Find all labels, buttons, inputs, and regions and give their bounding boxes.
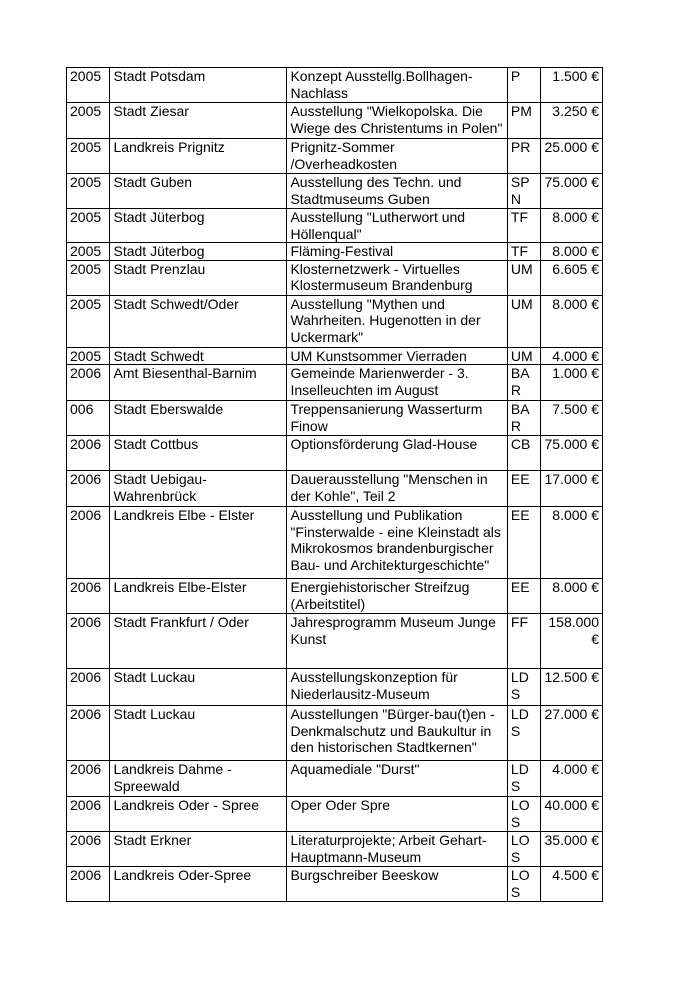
region-cell: TF (507, 243, 540, 261)
year-cell: 2005 (67, 209, 110, 243)
table-row (67, 209, 603, 243)
amount-cell: 27.000 € (541, 706, 603, 761)
recipient-cell: Stadt Potsdam (110, 68, 287, 103)
project-cell: Ausstellung "Wielkopolska. Die Wiege des Christentums in Polen" (287, 103, 507, 139)
project-cell: Aquamediale "Durst" (287, 761, 507, 797)
recipient-cell: Landkreis Oder - Spree (110, 797, 287, 832)
table-row (67, 243, 603, 261)
table-row (67, 401, 603, 436)
project-cell: Oper Oder Spre (287, 797, 507, 832)
project-cell: Konzept Ausstellg.Bollhagen-Nachlass (287, 68, 507, 103)
year-cell: 2006 (67, 471, 110, 507)
region-cell: LOS (507, 832, 540, 867)
amount-cell: 3.250 € (541, 103, 603, 139)
project-cell: Ausstellungen "Bürger-bau(t)en - Denkmalschutz und Baukultur in den historischen Stadtkernen" (287, 706, 507, 761)
region-cell: UM (507, 347, 540, 365)
project-cell: Ausstellung "Mythen und Wahrheiten. Hugenotten in der Uckermark" (287, 295, 507, 347)
region-cell: EE (507, 507, 540, 579)
table-row (67, 139, 603, 174)
region-cell: BAR (507, 401, 540, 436)
region-cell: LOS (507, 797, 540, 832)
recipient-cell: Landkreis Elbe-Elster (110, 579, 287, 614)
region-cell: CB (507, 436, 540, 471)
year-cell: 2005 (67, 68, 110, 103)
recipient-cell: Landkreis Prignitz (110, 139, 287, 174)
project-cell: Ausstellung und Publikation "Finsterwalde - eine Kleinstadt als Mikrokosmos brandenburgischer Bau- und Architekturgeschichte" (287, 507, 507, 579)
recipient-cell: Landkreis Dahme - Spreewald (110, 761, 287, 797)
year-cell: 2005 (67, 260, 110, 295)
year-cell: 006 (67, 401, 110, 436)
recipient-cell: Stadt Jüterbog (110, 209, 287, 243)
region-cell: LDS (507, 761, 540, 797)
table-row (67, 260, 603, 295)
project-cell: UM Kunstsommer Vierraden (287, 347, 507, 365)
table-row (67, 614, 603, 669)
project-cell: Ausstellung "Lutherwort und Höllenqual" (287, 209, 507, 243)
amount-cell: 158.000 € (541, 614, 603, 669)
amount-cell: 4.500 € (541, 867, 603, 902)
region-cell: PM (507, 103, 540, 139)
table-row (67, 103, 603, 139)
recipient-cell: Amt Biesenthal-Barnim (110, 365, 287, 401)
recipient-cell: Stadt Schwedt/Oder (110, 295, 287, 347)
funding-table-body (67, 68, 603, 902)
amount-cell: 8.000 € (541, 243, 603, 261)
recipient-cell: Stadt Ziesar (110, 103, 287, 139)
project-cell: Gemeinde Marienwerder - 3. Inselleuchten im August (287, 365, 507, 401)
year-cell: 2006 (67, 436, 110, 471)
project-cell: Fläming-Festival (287, 243, 507, 261)
recipient-cell: Stadt Eberswalde (110, 401, 287, 436)
region-cell: TF (507, 209, 540, 243)
recipient-cell: Stadt Luckau (110, 669, 287, 706)
recipient-cell: Stadt Schwedt (110, 347, 287, 365)
table-row (67, 295, 603, 347)
amount-cell: 4.000 € (541, 761, 603, 797)
table-row (67, 174, 603, 209)
amount-cell: 4.000 € (541, 347, 603, 365)
project-cell: Treppensanierung Wasserturm Finow (287, 401, 507, 436)
project-cell: Energiehistorischer Streifzug (Arbeitstitel) (287, 579, 507, 614)
amount-cell: 1.000 € (541, 365, 603, 401)
recipient-cell: Stadt Luckau (110, 706, 287, 761)
amount-cell: 7.500 € (541, 401, 603, 436)
project-cell: Ausstellung des Techn. und Stadtmuseums Guben (287, 174, 507, 209)
year-cell: 2005 (67, 347, 110, 365)
region-cell: LDS (507, 706, 540, 761)
year-cell: 2005 (67, 139, 110, 174)
project-cell: Literaturprojekte; Arbeit Gehart-Hauptmann-Museum (287, 832, 507, 867)
project-cell: Ausstellungskonzeption für Niederlausitz-Museum (287, 669, 507, 706)
region-cell: BAR (507, 365, 540, 401)
amount-cell: 8.000 € (541, 209, 603, 243)
year-cell: 2006 (67, 797, 110, 832)
year-cell: 2006 (67, 365, 110, 401)
table-row (67, 436, 603, 471)
amount-cell: 25.000 € (541, 139, 603, 174)
amount-cell: 75.000 € (541, 174, 603, 209)
region-cell: LDS (507, 669, 540, 706)
table-row (67, 365, 603, 401)
table-row (67, 471, 603, 507)
amount-cell: 40.000 € (541, 797, 603, 832)
year-cell: 2006 (67, 507, 110, 579)
table-row (67, 867, 603, 902)
recipient-cell: Landkreis Oder-Spree (110, 867, 287, 902)
recipient-cell: Stadt Cottbus (110, 436, 287, 471)
table-row (67, 797, 603, 832)
region-cell: SPN (507, 174, 540, 209)
amount-cell: 35.000 € (541, 832, 603, 867)
recipient-cell: Stadt Guben (110, 174, 287, 209)
table-row (67, 579, 603, 614)
year-cell: 2005 (67, 103, 110, 139)
recipient-cell: Stadt Frankfurt / Oder (110, 614, 287, 669)
table-row (67, 706, 603, 761)
project-cell: Dauerausstellung "Menschen in der Kohle", Teil 2 (287, 471, 507, 507)
table-row (67, 347, 603, 365)
table-row (67, 68, 603, 103)
region-cell: UM (507, 295, 540, 347)
table-row (67, 669, 603, 706)
year-cell: 2005 (67, 295, 110, 347)
recipient-cell: Landkreis Elbe - Elster (110, 507, 287, 579)
table-row (67, 832, 603, 867)
year-cell: 2006 (67, 706, 110, 761)
year-cell: 2005 (67, 174, 110, 209)
project-cell: Optionsförderung Glad-House (287, 436, 507, 471)
recipient-cell: Stadt Prenzlau (110, 260, 287, 295)
year-cell: 2006 (67, 832, 110, 867)
amount-cell: 8.000 € (541, 295, 603, 347)
amount-cell: 17.000 € (541, 471, 603, 507)
region-cell: EE (507, 471, 540, 507)
recipient-cell: Stadt Erkner (110, 832, 287, 867)
region-cell: LOS (507, 867, 540, 902)
year-cell: 2006 (67, 579, 110, 614)
funding-table (66, 67, 603, 902)
amount-cell: 12.500 € (541, 669, 603, 706)
region-cell: P (507, 68, 540, 103)
year-cell: 2006 (67, 761, 110, 797)
amount-cell: 8.000 € (541, 579, 603, 614)
project-cell: Jahresprogramm Museum Junge Kunst (287, 614, 507, 669)
year-cell: 2005 (67, 243, 110, 261)
amount-cell: 8.000 € (541, 507, 603, 579)
region-cell: EE (507, 579, 540, 614)
year-cell: 2006 (67, 614, 110, 669)
amount-cell: 75.000 € (541, 436, 603, 471)
amount-cell: 6.605 € (541, 260, 603, 295)
region-cell: FF (507, 614, 540, 669)
year-cell: 2006 (67, 867, 110, 902)
recipient-cell: Stadt Uebigau-Wahrenbrück (110, 471, 287, 507)
table-row (67, 761, 603, 797)
region-cell: UM (507, 260, 540, 295)
amount-cell: 1.500 € (541, 68, 603, 103)
project-cell: Klosternetzwerk - Virtuelles Klostermuseum Brandenburg (287, 260, 507, 295)
region-cell: PR (507, 139, 540, 174)
recipient-cell: Stadt Jüterbog (110, 243, 287, 261)
project-cell: Burgschreiber Beeskow (287, 867, 507, 902)
year-cell: 2006 (67, 669, 110, 706)
project-cell: Prignitz-Sommer /Overheadkosten (287, 139, 507, 174)
table-row (67, 507, 603, 579)
